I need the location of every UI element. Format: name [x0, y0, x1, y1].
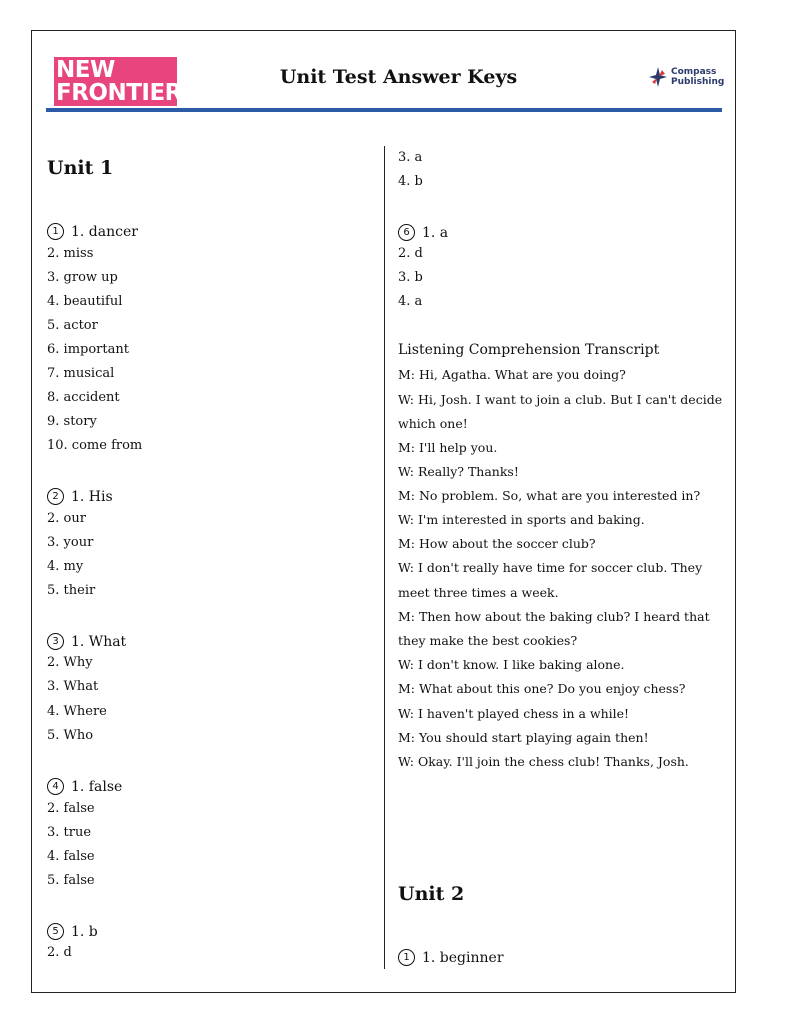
transcript-line: W: Really? Thanks! [398, 464, 519, 479]
circled-number-5: 5 [47, 923, 64, 940]
section-6-first-answer: 6 1. a [398, 222, 442, 241]
list-item: 9. story [47, 414, 97, 429]
list-item: 2. d [47, 945, 72, 960]
list-item: 7. musical [47, 366, 115, 381]
list-item: 5. actor [47, 318, 98, 333]
list-item: 3. grow up [47, 270, 118, 285]
circled-number-3: 3 [47, 633, 64, 650]
list-item: 6. important [47, 342, 129, 357]
section-4-first-answer: 4 1. false [47, 776, 113, 795]
transcript-line: M: You should start playing again then! [398, 730, 649, 745]
circled-number-1: 1 [47, 223, 64, 240]
section-1-first-answer: 1 1. dancer [47, 221, 125, 240]
list-item: 2. d [398, 246, 423, 261]
page-title: Unit Test Answer Keys [279, 66, 518, 88]
list-item: 2. our [47, 511, 86, 526]
list-item: 2. Why [47, 655, 93, 670]
transcript-line: M: Then how about the baking club? I heard that [398, 609, 710, 624]
transcript-line: W: I'm interested in sports and baking. [398, 512, 645, 527]
list-item: 3. b [398, 270, 423, 285]
logo-line-1: NEW [56, 57, 115, 83]
transcript-line: which one! [398, 416, 468, 431]
list-item: 4. my [47, 559, 84, 574]
list-item: 8. accident [47, 390, 120, 405]
list-item: 4. beautiful [47, 294, 123, 309]
list-item: 5. false [47, 873, 95, 888]
transcript-line: M: What about this one? Do you enjoy chess? [398, 681, 686, 696]
list-item: 5. Who [47, 728, 94, 743]
list-item: 2. miss [47, 246, 94, 261]
transcript-title: Listening Comprehension Transcript [398, 342, 660, 358]
header-rule [46, 108, 722, 112]
list-item: 4. Where [47, 704, 107, 719]
list-item: 5. their [47, 583, 96, 598]
unit-1-heading: Unit 1 [47, 157, 114, 179]
section-2-first-answer: 2 1. His [47, 486, 105, 505]
section-5-first-answer: 5 1. b [47, 921, 93, 940]
publisher-line-2: Publishing [671, 77, 725, 87]
list-item: 4. false [47, 849, 95, 864]
list-item: 3. What [47, 679, 99, 694]
transcript-line: they make the best cookies? [398, 633, 578, 648]
compass-publishing-logo [648, 64, 724, 90]
transcript-line: M: How about the soccer club? [398, 536, 596, 551]
unit-2-heading: Unit 2 [398, 883, 465, 905]
transcript-line: meet three times a week. [398, 585, 559, 600]
circled-number-4: 4 [47, 778, 64, 795]
circled-number-6: 6 [398, 224, 415, 241]
transcript-line: W: I haven't played chess in a while! [398, 706, 630, 721]
transcript-line: M: Hi, Agatha. What are you doing? [398, 367, 626, 382]
transcript-line: W: Hi, Josh. I want to join a club. But I can't decide [398, 392, 723, 407]
logo-line-2: FRONTIERS [56, 80, 198, 106]
transcript-line: W: I don't know. I like baking alone. [398, 657, 625, 672]
circled-number-1: 1 [398, 949, 415, 966]
compass-star-icon [648, 66, 668, 88]
unit-2-section-1-first-answer: 1 1. beginner [398, 947, 490, 966]
publisher-line-1: Compass [671, 67, 717, 77]
circled-number-2: 2 [47, 488, 64, 505]
list-item: 10. come from [47, 438, 143, 453]
list-item: 2. false [47, 801, 95, 816]
transcript-line: W: I don't really have time for soccer club. They [398, 560, 703, 575]
transcript-line: M: No problem. So, what are you interested in? [398, 488, 701, 503]
column-divider [384, 146, 385, 969]
list-item: 4. a [398, 294, 423, 309]
list-item: 3. a [398, 150, 423, 165]
transcript-line: W: Okay. I'll join the chess club! Thanks, Josh. [398, 754, 689, 769]
list-item: 3. true [47, 825, 92, 840]
transcript-line: M: I'll help you. [398, 440, 498, 455]
section-3-first-answer: 3 1. What [47, 631, 115, 650]
list-item: 3. your [47, 535, 94, 550]
list-item: 4. b [398, 174, 423, 189]
